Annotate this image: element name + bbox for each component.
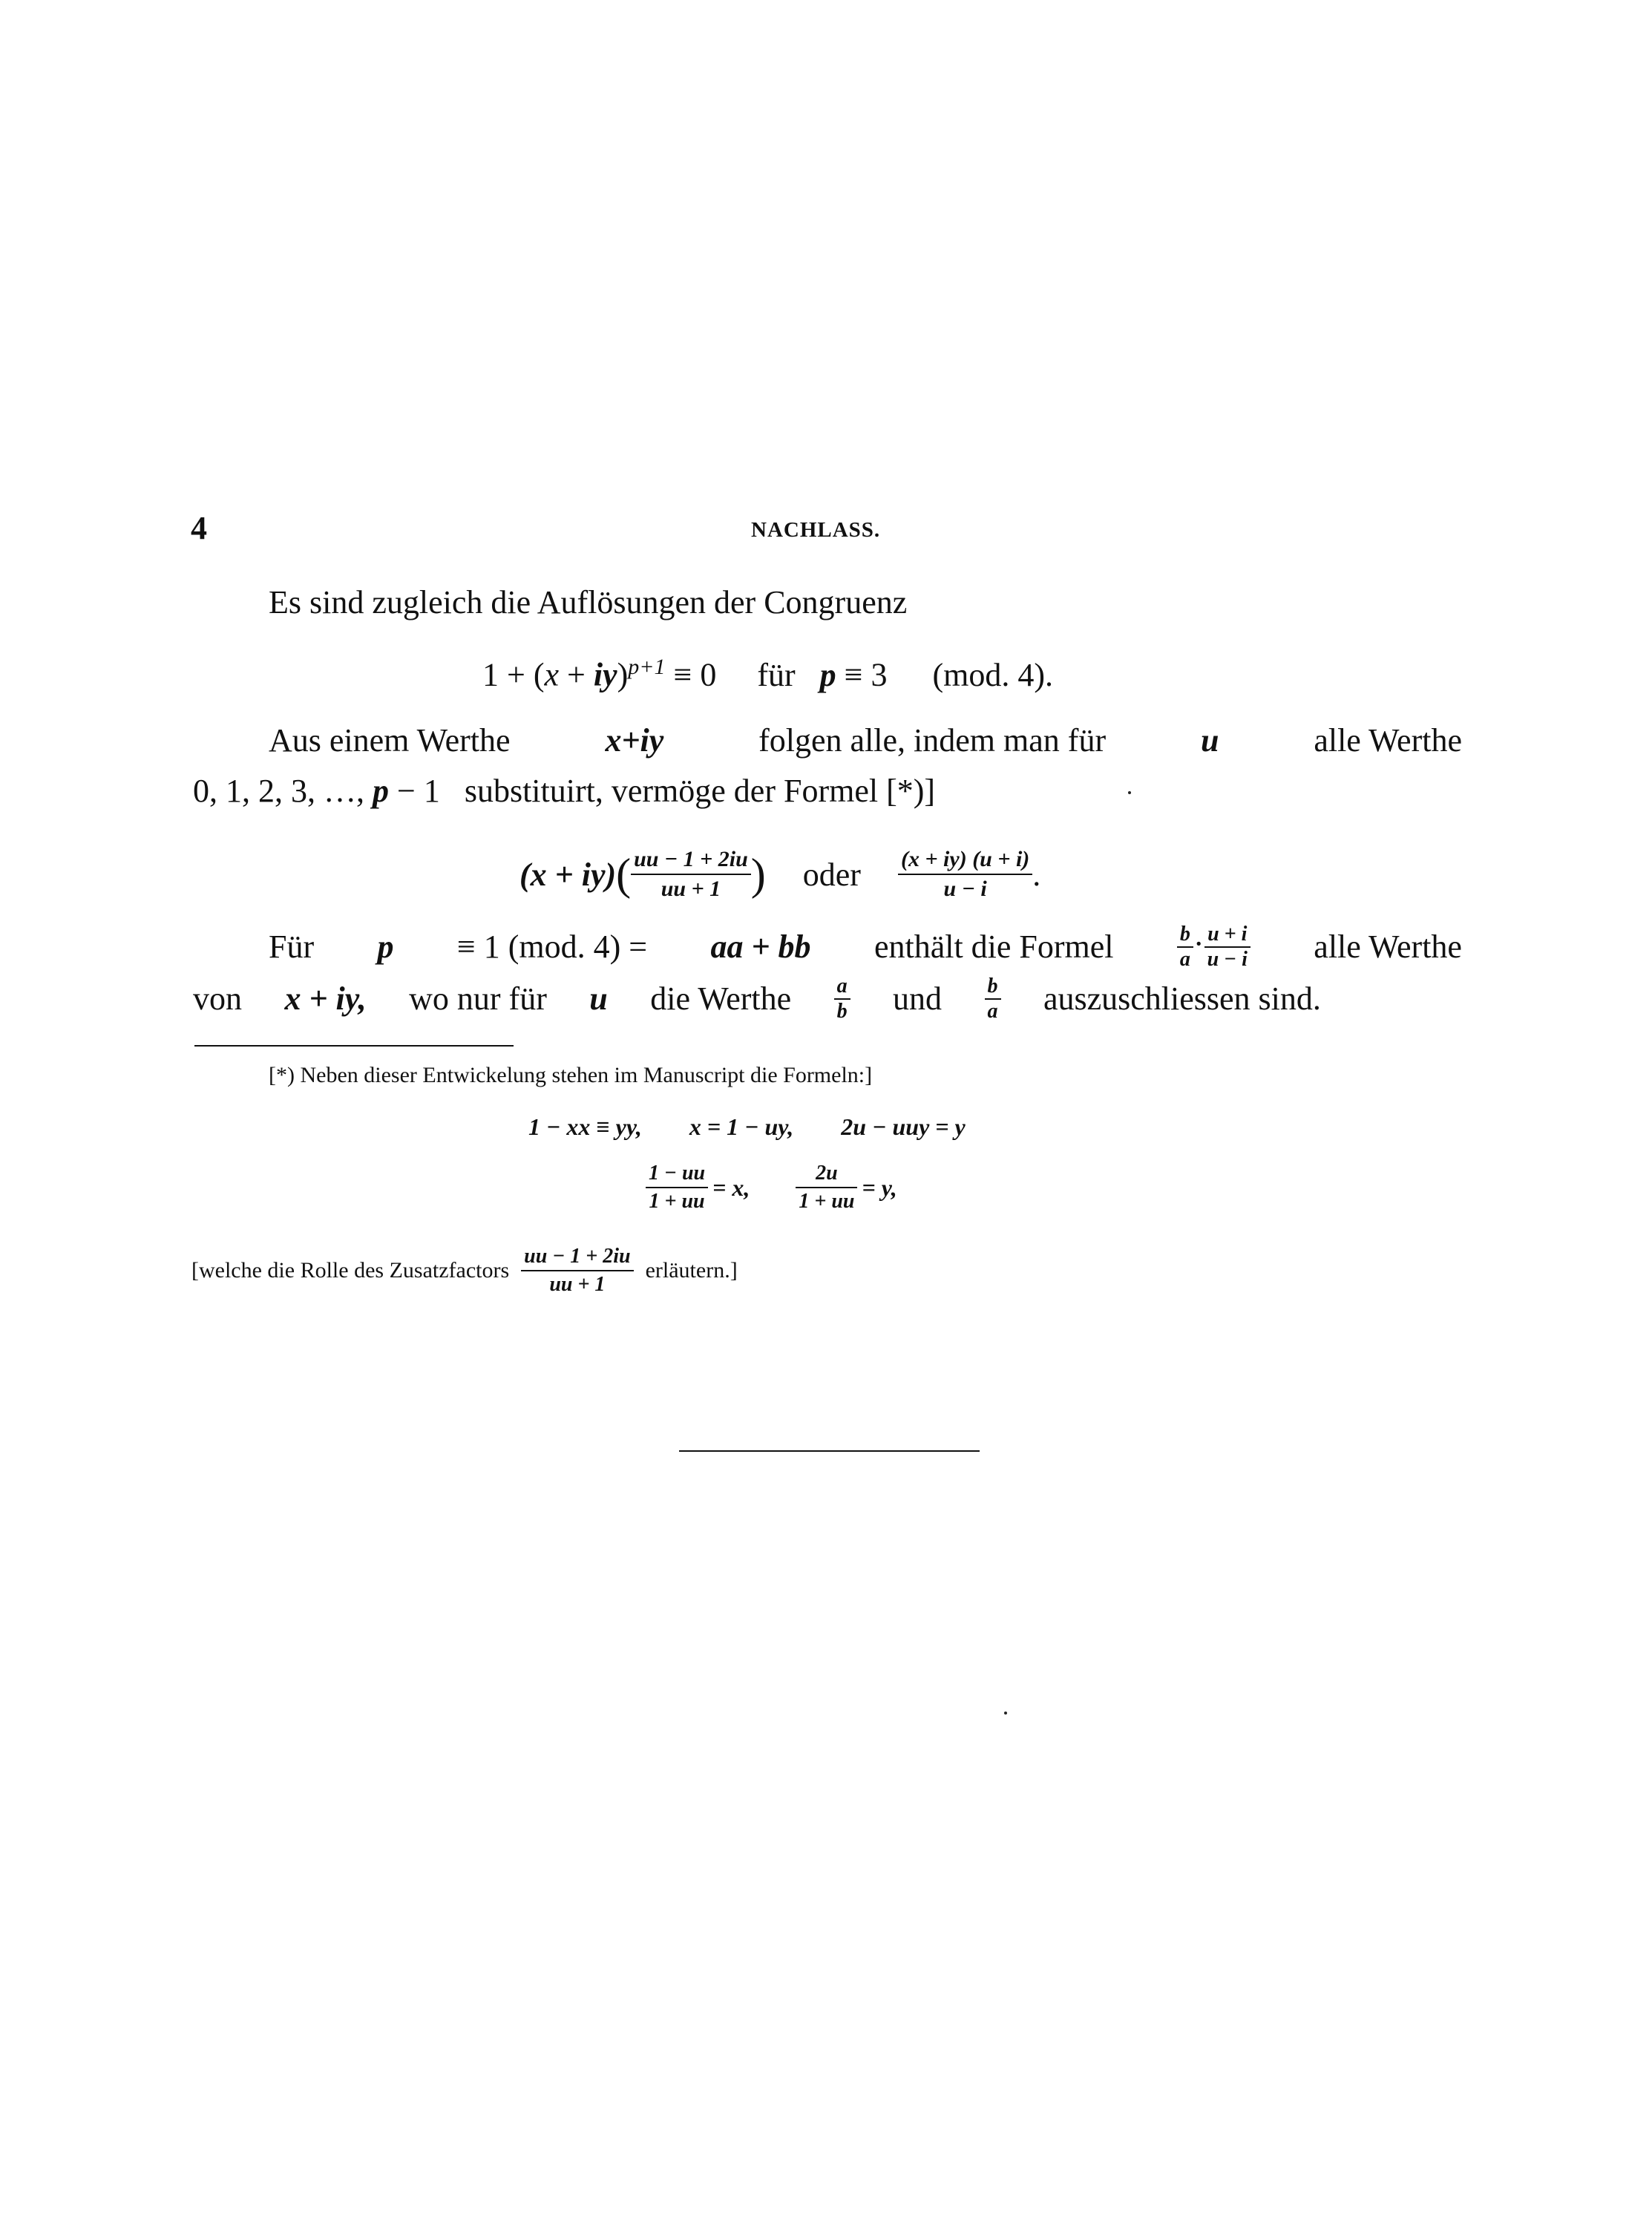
fraction — [796, 1162, 857, 1214]
numerator: 2u — [796, 1162, 857, 1188]
equation-congruence — [482, 655, 1053, 694]
paragraph-werthe-line1 — [269, 724, 1462, 757]
text: alle Werthe — [1314, 722, 1462, 759]
running-title: NACHLASS. — [751, 518, 881, 542]
page-number: 4 — [191, 510, 207, 546]
denominator: 1 + uu — [649, 1190, 705, 1213]
text: auszuschliessen sind. — [1043, 980, 1321, 1017]
footnote-closing — [191, 1239, 738, 1302]
formula: x = 1 − uy, — [689, 1113, 794, 1140]
formula-rhs: = y, — [862, 1173, 897, 1201]
footnote-formula-row1 — [528, 1113, 966, 1141]
eq-part: ) — [617, 656, 629, 693]
denominator: b — [836, 1000, 848, 1023]
var-p: p — [819, 656, 836, 693]
var-p: p — [377, 929, 394, 965]
paragraph-congruence-intro — [269, 586, 907, 619]
expr-aabb: aa + bb — [710, 929, 811, 965]
numerator: uu − 1 + 2iu — [631, 847, 751, 875]
paragraph-fur-line1 — [269, 917, 1462, 977]
fraction — [646, 1162, 708, 1214]
footnote-intro: [*) Neben dieser Entwickelung stehen im Manuscript die Formeln:] — [269, 1063, 873, 1087]
modulus: (mod. 4). — [932, 656, 1053, 693]
text: [welche die Rolle des Zusatzfactors — [191, 1258, 510, 1283]
numerator: a — [834, 976, 850, 1000]
text: von — [193, 980, 242, 1017]
text: erläutern.] — [645, 1258, 738, 1283]
fraction-a-b — [834, 976, 850, 1022]
numerator: u + i — [1204, 924, 1251, 948]
text: und — [893, 980, 943, 1017]
eq-part: + — [559, 656, 594, 693]
paren-open: ( — [616, 849, 632, 899]
numerator: b — [985, 976, 1001, 1000]
paragraph-werthe-line2 — [193, 775, 935, 808]
denominator: uu + 1 — [661, 877, 721, 901]
denominator: uu + 1 — [549, 1273, 606, 1296]
text: alle Werthe — [1314, 929, 1462, 965]
eq-base: (x + iy) — [519, 856, 617, 893]
text: substituirt, vermöge der Formel [*)] — [464, 773, 936, 809]
sequence: 0, 1, 2, 3, …, — [193, 773, 373, 809]
footnote-formula-row2 — [646, 1156, 897, 1219]
print-speck — [1128, 791, 1131, 794]
equation-formel — [519, 837, 1040, 911]
paren-close: ) — [750, 849, 766, 899]
text: Es sind zugleich die Auflösungen der Congruenz — [269, 584, 908, 620]
var-u: u — [1200, 722, 1219, 759]
footnote-rule — [194, 1045, 514, 1047]
denominator: 1 + uu — [799, 1190, 855, 1213]
text: Aus einem Werthe — [269, 722, 511, 759]
fraction-zusatzfactor — [521, 1245, 633, 1297]
numerator: b — [1177, 924, 1193, 948]
word-fur: für — [757, 656, 796, 693]
text: enthält die Formel — [873, 929, 1114, 965]
var-xiy: x+iy — [605, 722, 664, 759]
denominator: u − i — [943, 877, 987, 901]
text: Für — [269, 929, 315, 965]
var-x: x — [544, 656, 559, 693]
print-speck — [1004, 1712, 1007, 1715]
section-end-rule — [679, 1450, 980, 1452]
denominator: a — [987, 1000, 998, 1023]
text: ≡ 1 (mod. 4) = — [456, 929, 648, 965]
fraction-u — [1204, 924, 1251, 970]
exponent-fraction — [631, 847, 751, 902]
denominator: u − i — [1207, 948, 1248, 971]
var-p: p — [373, 773, 389, 809]
eq-part: ≡ 0 — [665, 656, 717, 693]
fraction-b-a — [985, 976, 1001, 1022]
text: die Werthe — [650, 980, 792, 1017]
word-oder: oder — [802, 856, 861, 893]
numerator: uu − 1 + 2iu — [521, 1245, 633, 1271]
var-iy: iy — [593, 656, 617, 693]
exponent: p+1 — [628, 655, 666, 679]
text: wo nur für — [409, 980, 547, 1017]
formula-inline: $\frac{b}{a}$ · $\frac{u + i}{u - i}$ — [1177, 924, 1251, 970]
numerator: (x + iy) (u + i) — [898, 847, 1032, 875]
formula: 1 − xx ≡ yy, — [528, 1113, 642, 1140]
fraction — [898, 847, 1032, 902]
period: . — [1032, 856, 1041, 893]
var-xiy: x + iy, — [284, 980, 367, 1017]
formula-rhs: = x, — [712, 1173, 750, 1201]
numerator: 1 − uu — [646, 1162, 708, 1188]
formula: 2u − uuy = y — [841, 1113, 966, 1140]
eq-part: ≡ 3 — [844, 656, 888, 693]
text: − 1 — [389, 773, 440, 809]
eq-part: 1 + ( — [482, 656, 545, 693]
paragraph-fur-line2 — [193, 969, 1321, 1029]
fraction-b-a — [1177, 924, 1193, 970]
var-u: u — [589, 980, 608, 1017]
text: folgen alle, indem man für — [758, 722, 1107, 759]
denominator: a — [1179, 948, 1190, 971]
